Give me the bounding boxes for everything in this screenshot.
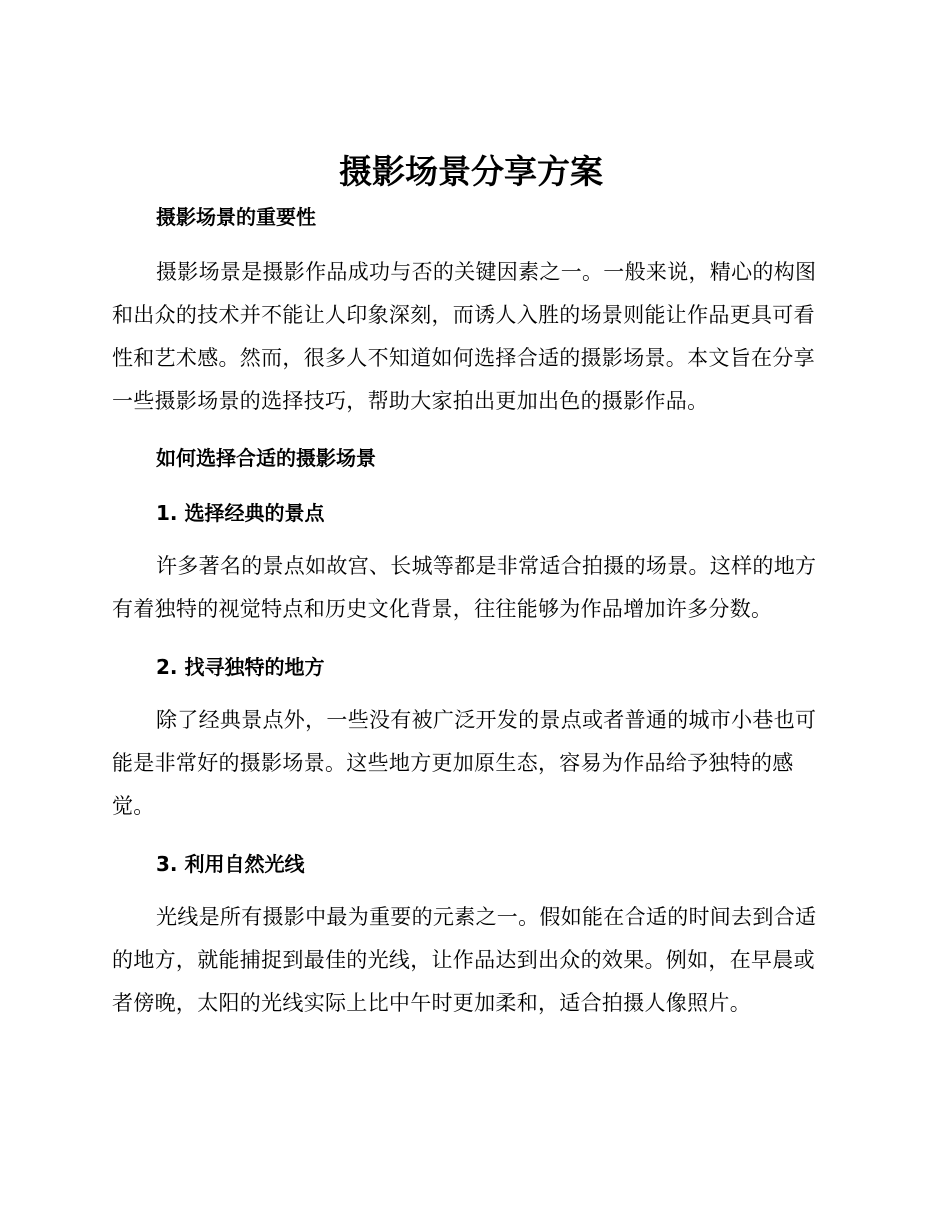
document-title: 摄影场景分享方案 bbox=[339, 152, 603, 191]
subheading-item-3: 3. 利用自然光线 bbox=[156, 852, 305, 876]
paragraph-item-1: 许多著名的景点如故宫、长城等都是非常适合拍摄的场景。这样的地方有着独特的视觉特点和历史文化背景，往往能够为作品增加许多分数。 bbox=[112, 554, 817, 621]
section-heading-howto: 如何选择合适的摄影场景 bbox=[156, 446, 376, 470]
paragraph-importance: 摄影场景是摄影作品成功与否的关键因素之一。一般来说，精心的构图和出众的技术并不能让人印象深刻，而诱人入胜的场景则能让作品更具可看性和艺术感。然而，很多人不知道如何选择合适的摄影场景。本文旨在分享一些摄影场景的选择技巧，帮助大家拍出更加出色的摄影作品。 bbox=[112, 260, 817, 413]
paragraph-item-3: 光线是所有摄影中最为重要的元素之一。假如能在合适的时间去到合适的地方，就能捕捉到最佳的光线，让作品达到出众的效果。例如，在早晨或者傍晚，太阳的光线实际上比中午时更加柔和，适合拍摄人像照片。 bbox=[112, 905, 817, 1015]
paragraph-item-2: 除了经典景点外，一些没有被广泛开发的景点或者普通的城市小巷也可能是非常好的摄影场景。这些地方更加原生态，容易为作品给予独特的感觉。 bbox=[112, 708, 817, 818]
section-heading-importance: 摄影场景的重要性 bbox=[156, 205, 316, 229]
subheading-item-2: 2. 找寻独特的地方 bbox=[156, 655, 325, 679]
subheading-item-1: 1. 选择经典的景点 bbox=[156, 501, 325, 525]
